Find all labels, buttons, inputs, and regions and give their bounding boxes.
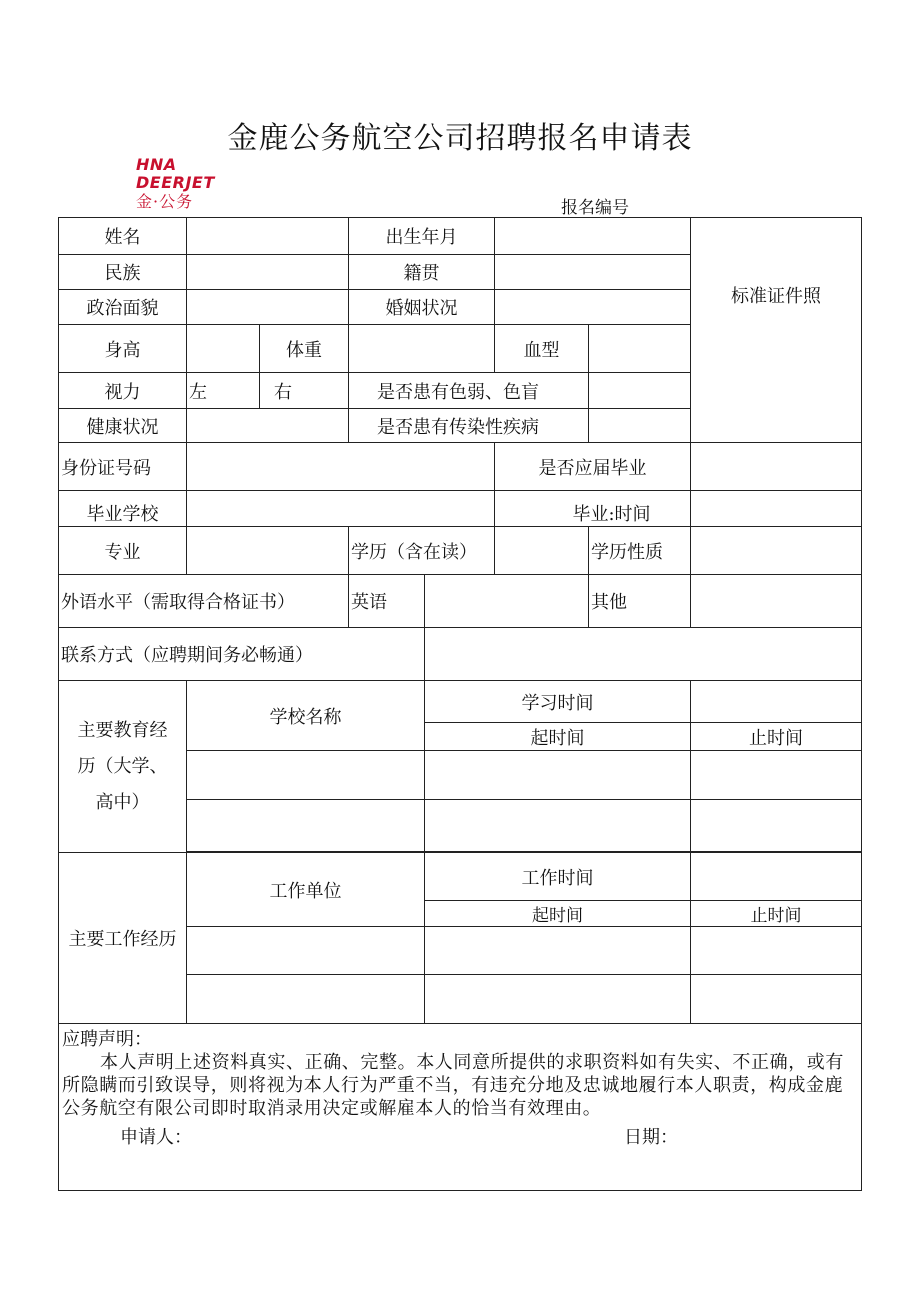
work-time-header: 工作时间 bbox=[425, 853, 691, 901]
graduation-time-input[interactable] bbox=[691, 491, 862, 527]
education-label: 学历（含在读） bbox=[349, 527, 495, 575]
color-blind-input[interactable] bbox=[589, 373, 691, 409]
blood-type-label: 血型 bbox=[495, 325, 589, 373]
work-start-input[interactable] bbox=[425, 927, 691, 975]
edu-start-input[interactable] bbox=[425, 751, 691, 800]
marital-status-label: 婚姻状况 bbox=[349, 290, 495, 325]
political-status-input[interactable] bbox=[187, 290, 349, 325]
graduation-time-label: 毕业:时间 bbox=[495, 491, 691, 527]
infectious-disease-input[interactable] bbox=[589, 409, 691, 443]
declaration-text: 本人声明上述资料真实、正确、完整。本人同意所提供的求职资料如有失实、不正确，或有所隐瞒而引致误导，则将视为本人行为严重不当，有违充分地及忠诚地履行本人职责，构成金鹿公务航空有限公司即时取消录用决定或解雇本人的恰当有效理由。 bbox=[62, 1052, 844, 1119]
work-start-time-header: 起时间 bbox=[425, 901, 691, 927]
company-logo bbox=[136, 156, 215, 212]
english-input[interactable] bbox=[425, 575, 589, 628]
work-history-label: 主要工作经历 bbox=[59, 853, 187, 1024]
edu-start-time-header: 起时间 bbox=[425, 723, 691, 751]
education-input[interactable] bbox=[495, 527, 589, 575]
height-label: 身高 bbox=[59, 325, 187, 373]
education-type-label: 学历性质 bbox=[589, 527, 691, 575]
contact-label: 联系方式（应聘期间务必畅通） bbox=[59, 628, 425, 681]
edu-end-input[interactable] bbox=[691, 751, 862, 800]
birth-label: 出生年月 bbox=[349, 218, 495, 255]
blood-type-input[interactable] bbox=[589, 325, 691, 373]
height-input[interactable] bbox=[187, 325, 260, 373]
other-language-input[interactable] bbox=[691, 575, 862, 628]
school-input[interactable] bbox=[187, 491, 495, 527]
work-end-input[interactable] bbox=[691, 927, 862, 975]
contact-input[interactable] bbox=[425, 628, 862, 681]
marital-status-input[interactable] bbox=[495, 290, 691, 325]
logo-deerjet: DEERJET bbox=[136, 173, 215, 192]
logo-chinese: 金·公务 bbox=[136, 192, 194, 211]
weight-label: 体重 bbox=[260, 325, 349, 373]
work-end-input[interactable] bbox=[691, 975, 862, 1024]
employer-header: 工作单位 bbox=[187, 853, 425, 927]
english-label: 英语 bbox=[349, 575, 425, 628]
birth-input[interactable] bbox=[495, 218, 691, 255]
edu-school-input[interactable] bbox=[187, 751, 425, 800]
logo-hna: HNA bbox=[136, 155, 177, 174]
study-time-header: 学习时间 bbox=[425, 681, 691, 723]
other-language-label: 其他 bbox=[589, 575, 691, 628]
foreign-language-label: 外语水平（需取得合格证书） bbox=[59, 575, 349, 628]
photo-box[interactable]: 标准证件照 bbox=[691, 218, 862, 443]
infectious-disease-label: 是否患有传染性疾病 bbox=[349, 409, 589, 443]
date-label[interactable]: 日期： bbox=[624, 1127, 678, 1148]
ethnicity-input[interactable] bbox=[187, 255, 349, 290]
fresh-graduate-input[interactable] bbox=[691, 443, 862, 491]
work-employer-input[interactable] bbox=[187, 975, 425, 1024]
applicant-signature-label[interactable]: 申请人： bbox=[120, 1127, 192, 1148]
education-history-label: 主要教育经历（大学、高中） bbox=[59, 681, 187, 853]
school-name-header: 学校名称 bbox=[187, 681, 425, 751]
color-blind-label: 是否患有色弱、色盲 bbox=[349, 373, 589, 409]
education-type-input[interactable] bbox=[691, 527, 862, 575]
ethnicity-label: 民族 bbox=[59, 255, 187, 290]
fresh-graduate-label: 是否应届毕业 bbox=[495, 443, 691, 491]
edu-end-input[interactable] bbox=[691, 800, 862, 852]
major-input[interactable] bbox=[187, 527, 349, 575]
id-number-input[interactable] bbox=[187, 443, 495, 491]
name-input[interactable] bbox=[187, 218, 349, 255]
vision-right-input[interactable]: 右 bbox=[260, 373, 349, 409]
edu-school-input[interactable] bbox=[187, 800, 425, 852]
native-place-input[interactable] bbox=[495, 255, 691, 290]
vision-left-input[interactable]: 左 bbox=[187, 373, 260, 409]
vision-label: 视力 bbox=[59, 373, 187, 409]
name-label: 姓名 bbox=[59, 218, 187, 255]
application-form-table bbox=[58, 217, 862, 1191]
work-start-input[interactable] bbox=[425, 975, 691, 1024]
political-status-label: 政治面貌 bbox=[59, 290, 187, 325]
page-title: 金鹿公务航空公司招聘报名申请表 bbox=[227, 121, 693, 156]
health-label: 健康状况 bbox=[59, 409, 187, 443]
work-employer-input[interactable] bbox=[187, 927, 425, 975]
edu-start-input[interactable] bbox=[425, 800, 691, 852]
major-label: 专业 bbox=[59, 527, 187, 575]
declaration-box bbox=[59, 1024, 862, 1191]
id-number-label: 身份证号码 bbox=[59, 443, 187, 491]
weight-input[interactable] bbox=[349, 325, 495, 373]
health-input[interactable] bbox=[187, 409, 349, 443]
native-place-label: 籍贯 bbox=[349, 255, 495, 290]
work-end-time-header: 止时间 bbox=[691, 901, 862, 927]
school-label: 毕业学校 bbox=[59, 491, 187, 527]
declaration-heading: 应聘声明： bbox=[62, 1029, 152, 1050]
edu-end-time-header: 止时间 bbox=[691, 723, 862, 751]
registration-number-label: 报名编号 bbox=[561, 198, 629, 218]
